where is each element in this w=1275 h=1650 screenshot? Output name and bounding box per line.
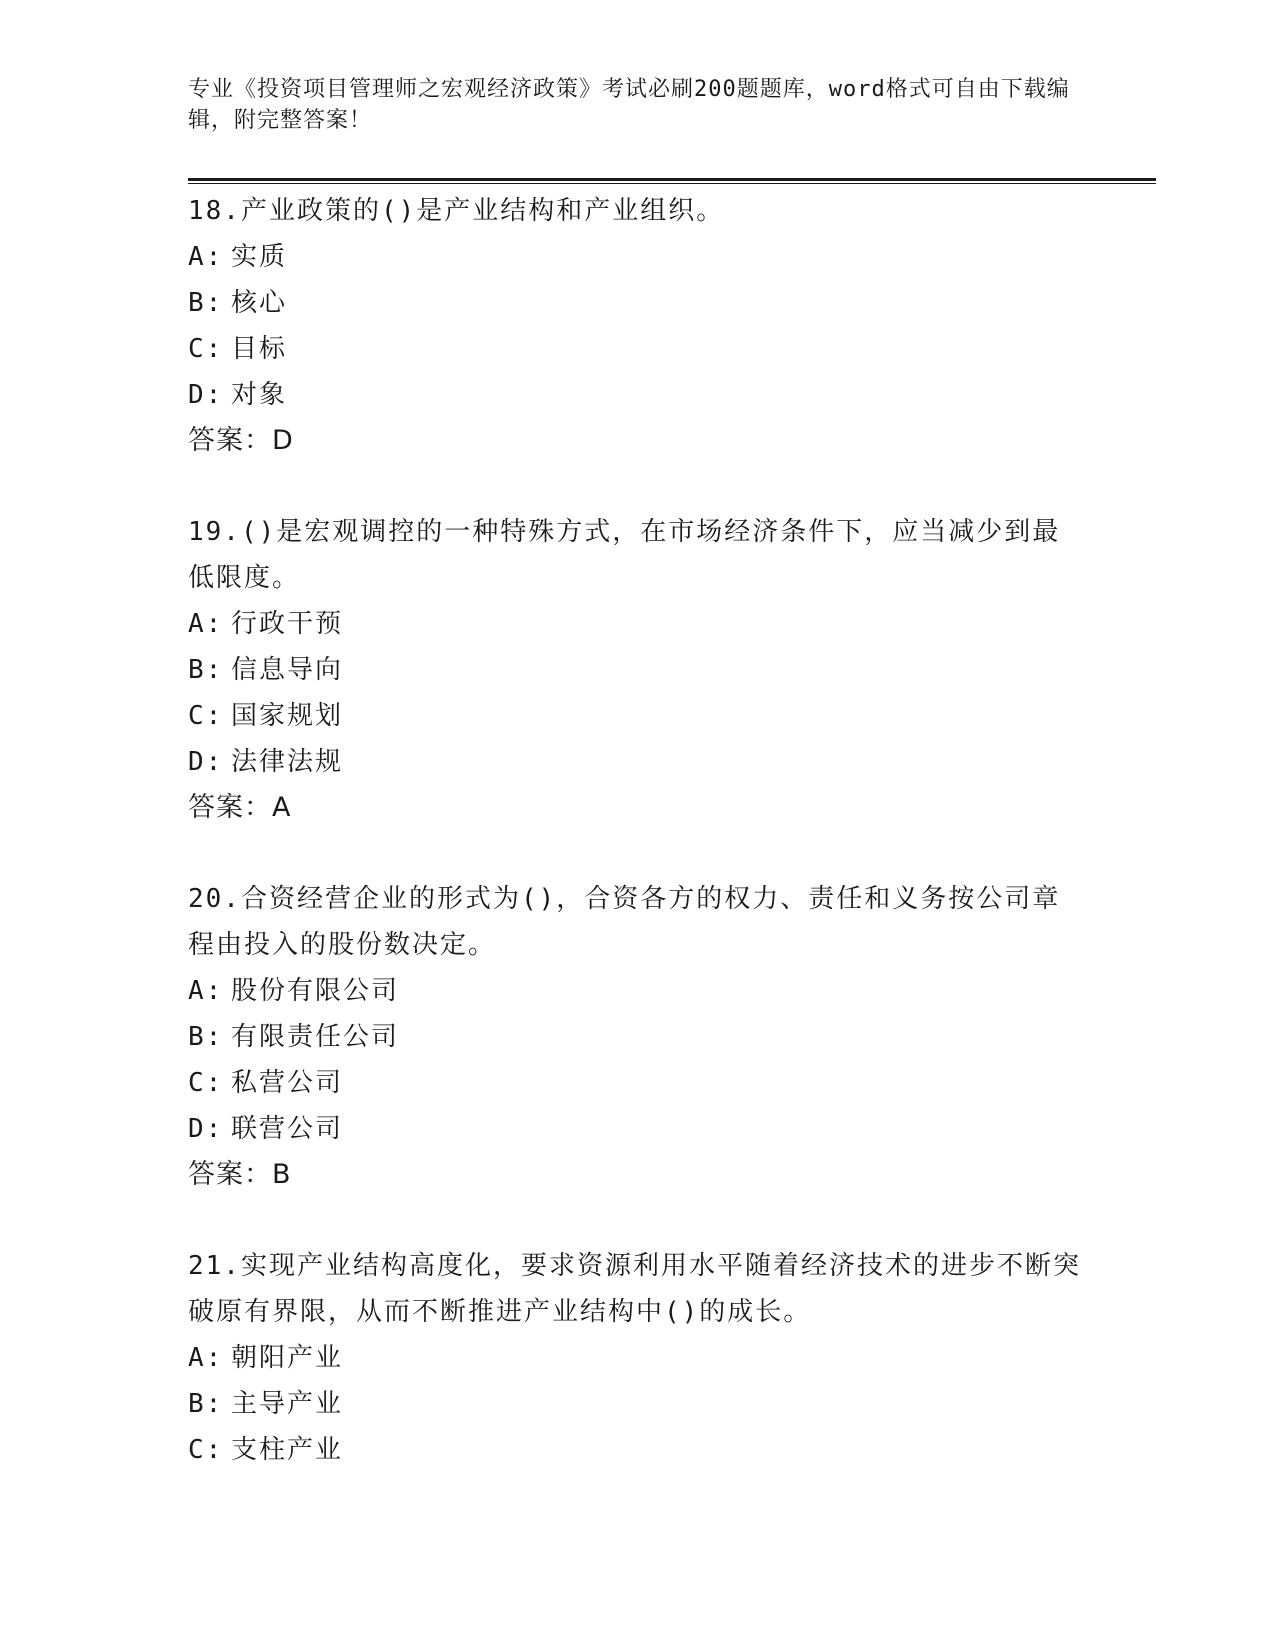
- option-text: 法律法规: [231, 747, 344, 777]
- option-key: C:: [188, 1435, 224, 1465]
- option-b: [188, 280, 1088, 326]
- option-c: [188, 1427, 1088, 1473]
- option-text: 信息导向: [231, 655, 344, 685]
- question-stem: 19.()是宏观调控的一种特殊方式，在市场经济条件下，应当减少到最低限度。: [188, 517, 1061, 593]
- question-list: [188, 188, 1088, 1518]
- option-key: D:: [188, 380, 224, 410]
- option-c: [188, 326, 1088, 372]
- option-key: C:: [188, 1068, 224, 1098]
- option-text: 核心: [231, 288, 288, 318]
- header-divider-thin: [188, 183, 1156, 184]
- question-stem: 18.产业政策的()是产业结构和产业组织。: [188, 196, 725, 226]
- question-19: [188, 509, 1088, 831]
- option-key: B:: [188, 1389, 224, 1419]
- option-c: [188, 693, 1088, 739]
- option-c: [188, 1060, 1088, 1106]
- option-text: 行政干预: [231, 609, 344, 639]
- option-text: 联营公司: [231, 1114, 344, 1144]
- answer-line: 答案：D: [188, 425, 294, 456]
- option-text: 目标: [231, 334, 288, 364]
- option-key: D:: [188, 747, 224, 777]
- option-key: B:: [188, 288, 224, 318]
- option-d: [188, 372, 1088, 418]
- option-text: 主导产业: [231, 1389, 344, 1419]
- answer-line: 答案：A: [188, 792, 292, 823]
- option-key: B:: [188, 655, 224, 685]
- question-stem: 20.合资经营企业的形式为()，合资各方的权力、责任和义务按公司章程由投入的股份数决定。: [188, 884, 1061, 960]
- option-a: [188, 601, 1088, 647]
- option-key: D:: [188, 1114, 224, 1144]
- option-text: 私营公司: [231, 1068, 344, 1098]
- option-text: 股份有限公司: [231, 976, 400, 1006]
- option-text: 有限责任公司: [231, 1022, 400, 1052]
- answer-line: 答案：B: [188, 1159, 292, 1190]
- question-18: [188, 188, 1088, 464]
- option-key: A:: [188, 1343, 224, 1373]
- question-21: [188, 1243, 1088, 1473]
- option-b: [188, 1014, 1088, 1060]
- option-a: [188, 234, 1088, 280]
- option-b: [188, 1381, 1088, 1427]
- option-text: 实质: [231, 242, 288, 272]
- option-key: B:: [188, 1022, 224, 1052]
- option-key: C:: [188, 334, 224, 364]
- option-key: C:: [188, 701, 224, 731]
- question-stem: 21.实现产业结构高度化，要求资源利用水平随着经济技术的进步不断突破原有界限，从而不断推进产业结构中()的成长。: [188, 1251, 1081, 1327]
- option-d: [188, 739, 1088, 785]
- option-text: 朝阳产业: [231, 1343, 344, 1373]
- option-b: [188, 647, 1088, 693]
- document-header: 专业《投资项目管理师之宏观经济政策》考试必刷200题题库，word格式可自由下载编辑，附完整答案！: [188, 77, 1070, 133]
- option-key: A:: [188, 242, 224, 272]
- option-text: 对象: [231, 380, 288, 410]
- option-a: [188, 968, 1088, 1014]
- option-d: [188, 1106, 1088, 1152]
- option-text: 支柱产业: [231, 1435, 344, 1465]
- option-key: A:: [188, 976, 224, 1006]
- option-key: A:: [188, 609, 224, 639]
- header-divider-thick: [188, 178, 1156, 181]
- option-text: 国家规划: [231, 701, 344, 731]
- question-20: [188, 876, 1088, 1198]
- option-a: [188, 1335, 1088, 1381]
